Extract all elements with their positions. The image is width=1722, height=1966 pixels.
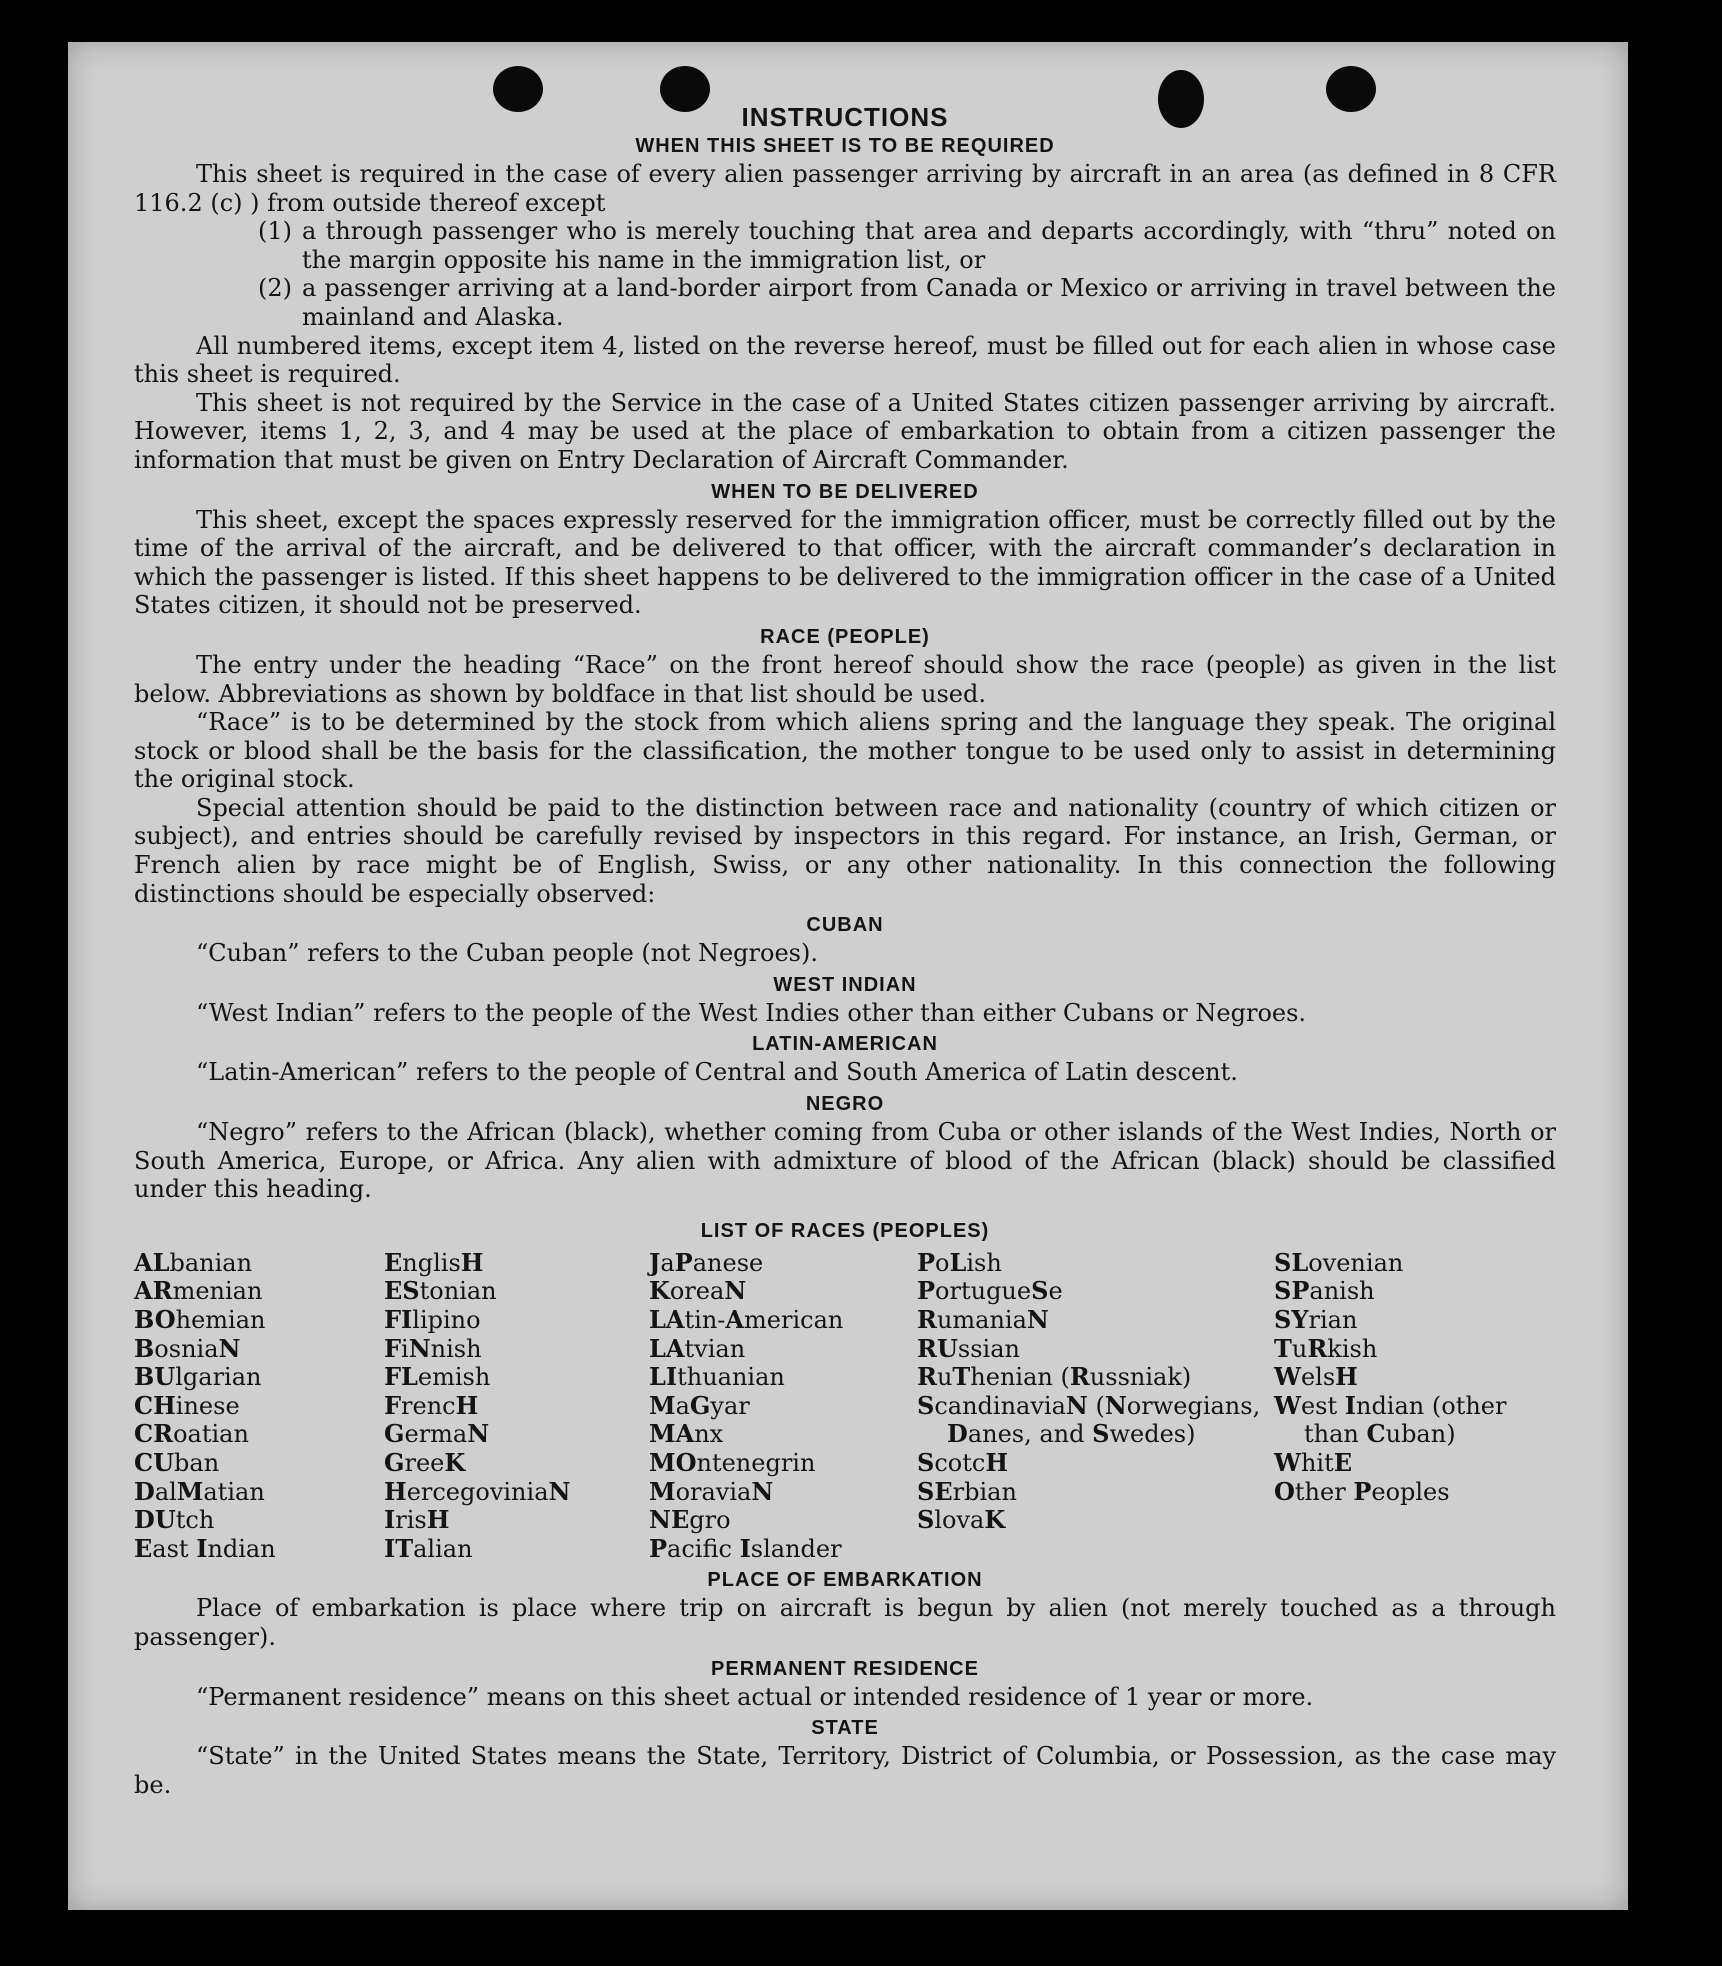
race-item: ScandinaviaN (Norwegians, Danes, and Swedes) bbox=[917, 1390, 1261, 1449]
race-item: CUban bbox=[134, 1447, 220, 1477]
paragraph: The entry under the heading “Race” on the front hereof should show the race (people) as given in the list below. Abbreviations as shown by boldface in that list should be used. bbox=[134, 650, 1556, 708]
race-item: MoraviaN bbox=[649, 1476, 774, 1506]
document-page bbox=[68, 42, 1628, 1910]
paragraph: This sheet is not required by the Service in the case of a United States citizen passenger arriving by aircraft. However, items 1, 2, 3, and 4 may be used at the place of embarkation to obtain from a citizen passenger the information that must be given on Entry Declaration of Aircraft Commander. bbox=[134, 388, 1556, 474]
paragraph: “Race” is to be determined by the stock from which aliens spring and the language they speak. The original stock or blood shall be the basis for the classification, the mother tongue to be used only to assist in determining the original stock. bbox=[134, 708, 1556, 794]
race-item: RuThenian (Russniak) bbox=[917, 1362, 1192, 1392]
paragraph: “Latin-American” refers to the people of Central and South America of Latin descent. bbox=[196, 1058, 1238, 1087]
race-column bbox=[134, 1249, 384, 1564]
race-item: JaPanese bbox=[649, 1247, 764, 1277]
paragraph: “Cuban” refers to the Cuban people (not Negroes). bbox=[196, 939, 818, 968]
race-item: FiNnish bbox=[384, 1333, 482, 1363]
race-item: BOhemian bbox=[134, 1305, 266, 1334]
race-column bbox=[649, 1249, 917, 1564]
race-item: HercegoviniaN bbox=[384, 1476, 571, 1506]
race-item: SPanish bbox=[1274, 1276, 1375, 1306]
race-item: RumaniaN bbox=[917, 1305, 1049, 1334]
race-item: LIthuanian bbox=[649, 1362, 785, 1392]
race-item: BUlgarian bbox=[134, 1362, 262, 1392]
page-title: INSTRUCTIONS bbox=[741, 102, 949, 132]
race-item: IrisH bbox=[384, 1505, 450, 1535]
race-item: PoLish bbox=[917, 1247, 1002, 1277]
list-item bbox=[258, 217, 1556, 274]
race-item: ScotcH bbox=[917, 1447, 1009, 1477]
race-item: KoreaN bbox=[649, 1276, 747, 1306]
race-item: East Indian bbox=[134, 1533, 276, 1563]
race-column bbox=[917, 1249, 1274, 1564]
paragraph: “West Indian” refers to the people of the West Indies other than either Cubans or Negroes. bbox=[196, 998, 1307, 1027]
heading-cuban: CUBAN bbox=[806, 914, 884, 937]
paragraph: “State” in the United States means the State, Territory, District of Columbia, or Possession, as the case may be. bbox=[134, 1742, 1556, 1799]
race-item: Other Peoples bbox=[1274, 1476, 1450, 1506]
race-item: Pacific Islander bbox=[649, 1533, 842, 1563]
paragraph: “Permanent residence” means on this sheet actual or intended residence of 1 year or more. bbox=[196, 1682, 1314, 1711]
race-item: DUtch bbox=[134, 1505, 215, 1535]
race-list bbox=[134, 1249, 1556, 1564]
race-item: ITalian bbox=[384, 1533, 473, 1563]
item-text: a through passenger who is merely touching that area and departs accordingly, with “thru” noted on the margin opposite his name in the immigration list, or bbox=[302, 217, 1556, 274]
race-item: WelsH bbox=[1274, 1362, 1358, 1392]
paragraph: “Negro” refers to the African (black), whether coming from Cuba or other islands of the West Indies, North or South America, Europe, or Africa. Any alien with admixture of blood of the African (black) should be classified under this heading. bbox=[134, 1118, 1556, 1204]
race-item: PortugueSe bbox=[917, 1276, 1063, 1306]
paragraph: Special attention should be paid to the distinction between race and nationality (country of which citizen or subject), and entries should be carefully revised by inspectors in this regard. For instance, an Irish, German, or French alien by race might be of English, Swiss, or any other nationality. In this connection the following distinctions should be especially observed: bbox=[134, 793, 1556, 908]
race-item: MAnx bbox=[649, 1419, 724, 1449]
heading-race: RACE (PEOPLE) bbox=[760, 625, 930, 648]
race-item: FIlipino bbox=[384, 1305, 481, 1334]
race-item: SYrian bbox=[1274, 1305, 1358, 1334]
race-item: RUssian bbox=[917, 1333, 1020, 1363]
heading-when-delivered: WHEN TO BE DELIVERED bbox=[711, 480, 979, 503]
race-item: DalMatian bbox=[134, 1476, 265, 1506]
race-item: MOntenegrin bbox=[649, 1447, 816, 1477]
heading-state: STATE bbox=[811, 1717, 879, 1740]
race-item: BosniaN bbox=[134, 1333, 241, 1363]
race-item: GreeK bbox=[384, 1447, 466, 1477]
race-item: LAtin-American bbox=[649, 1305, 844, 1334]
race-item: GermaN bbox=[384, 1419, 490, 1449]
item-text: a passenger arriving at a land-border airport from Canada or Mexico or arriving in travel between the mainland and Alaska. bbox=[302, 274, 1556, 331]
race-item: CHinese bbox=[134, 1390, 240, 1420]
heading-west-indian: WEST INDIAN bbox=[773, 973, 917, 996]
race-item: TuRkish bbox=[1274, 1333, 1378, 1363]
instructions-content bbox=[134, 102, 1556, 1799]
race-item: CRoatian bbox=[134, 1419, 249, 1449]
race-column bbox=[1274, 1249, 1556, 1564]
race-item: ARmenian bbox=[134, 1276, 263, 1306]
race-item: FLemish bbox=[384, 1362, 491, 1392]
list-item bbox=[258, 274, 1556, 331]
race-item: LAtvian bbox=[649, 1333, 746, 1363]
item-number: (1) bbox=[258, 217, 292, 246]
race-column bbox=[384, 1249, 649, 1564]
race-item: EnglisH bbox=[384, 1247, 484, 1277]
race-item: West Indian (other than Cuban) bbox=[1274, 1390, 1507, 1449]
race-item: WhitE bbox=[1274, 1447, 1353, 1477]
heading-latin-american: LATIN-AMERICAN bbox=[752, 1033, 938, 1056]
race-item: EStonian bbox=[384, 1276, 497, 1306]
race-item: NEgro bbox=[649, 1505, 731, 1535]
heading-negro: NEGRO bbox=[805, 1093, 885, 1116]
paragraph: This sheet, except the spaces expressly reserved for the immigration officer, must be correctly filled out by the time of the arrival of the aircraft, and be delivered to that officer, with the aircraft commander’s declaration in which the passenger is listed. If this sheet happens to be delivered to the immigration officer in the case of a United States citizen, it should not be preserved. bbox=[134, 505, 1556, 620]
race-item: MaGyar bbox=[649, 1390, 750, 1420]
race-item: SErbian bbox=[917, 1476, 1017, 1506]
heading-when-required: WHEN THIS SHEET IS TO BE REQUIRED bbox=[635, 135, 1055, 157]
race-item: FrencH bbox=[384, 1390, 479, 1420]
race-item: SLovenian bbox=[1274, 1247, 1404, 1277]
exception-list bbox=[258, 217, 1556, 331]
paragraph: Place of embarkation is place where trip on aircraft is begun by alien (not merely touched as a through passenger). bbox=[134, 1594, 1556, 1651]
item-number: (2) bbox=[258, 274, 292, 303]
race-item: SlovaK bbox=[917, 1505, 1006, 1535]
heading-list-of-races: LIST OF RACES (PEOPLES) bbox=[700, 1219, 990, 1242]
paragraph: All numbered items, except item 4, listed on the reverse hereof, must be filled out for each alien in whose case this sheet is required. bbox=[134, 331, 1556, 389]
race-item: ALbanian bbox=[134, 1247, 253, 1277]
heading-embarkation: PLACE OF EMBARKATION bbox=[707, 1569, 983, 1592]
paragraph: This sheet is required in the case of every alien passenger arriving by aircraft in an area (as defined in 8 CFR 116.2 (c) ) from outside thereof except bbox=[134, 160, 1556, 217]
heading-permanent-residence: PERMANENT RESIDENCE bbox=[711, 1657, 979, 1680]
